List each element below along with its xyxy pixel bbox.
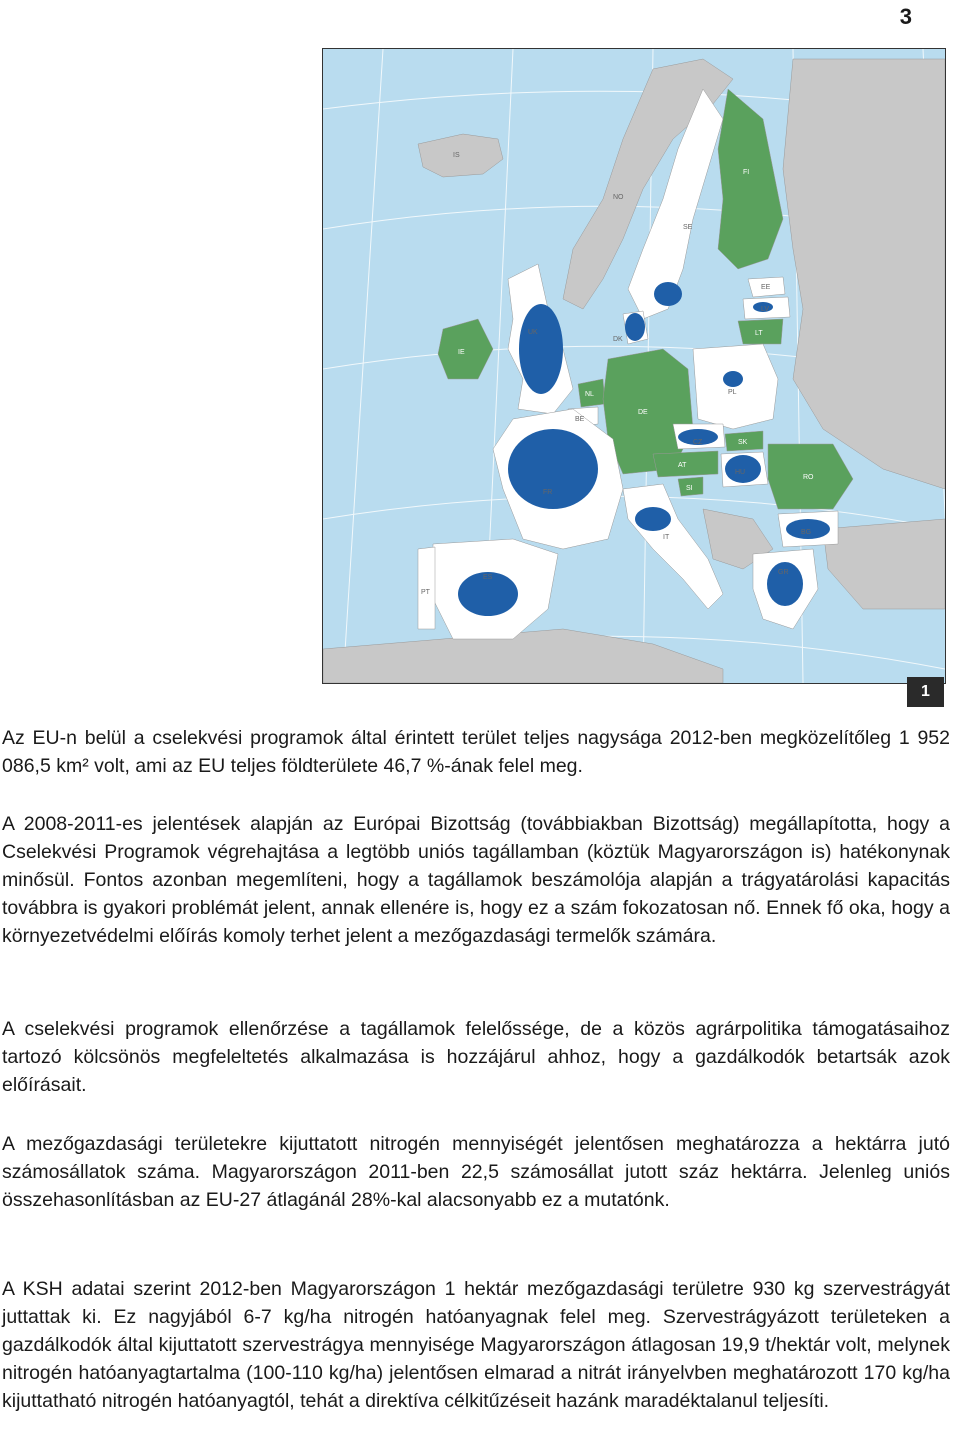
- nvz-poland: [723, 371, 743, 387]
- svg-text:PL: PL: [728, 389, 737, 396]
- nvz-france: [508, 429, 598, 509]
- paragraph-3: A cselekvési programok ellenőrzése a tagállamok felelőssége, de a közös agrárpolitika támogatásaihoz tartozó kölcsönös megfeleltetés alkalmazása is hozzájárul ahhoz, hogy a gazdálkodók betartsák azok előírásait.: [2, 1018, 950, 1096]
- svg-text:IS: IS: [453, 152, 460, 159]
- svg-text:IT: IT: [663, 534, 670, 541]
- paragraph-4: A mezőgazdasági területekre kijuttatott nitrogén mennyiségét jelentősen meghatározza a hektárra jutó számosállatok száma. Magyarországon 2011-ben 22,5 számosállat jutott száz hektárra. Jelenleg uniós összehasonlításban az EU-27 átlagánál 28%-kal alacsonyabb ez a mutatónk.: [2, 1133, 950, 1211]
- svg-text:HU: HU: [735, 469, 746, 476]
- svg-text:BG: BG: [801, 529, 812, 536]
- svg-text:IE: IE: [458, 349, 465, 356]
- svg-text:EE: EE: [761, 284, 771, 291]
- svg-text:DE: DE: [638, 409, 648, 416]
- svg-text:NO: NO: [613, 194, 624, 201]
- svg-text:LT: LT: [755, 330, 763, 337]
- svg-text:ES: ES: [483, 574, 493, 581]
- svg-text:RO: RO: [803, 474, 814, 481]
- svg-text:CZ: CZ: [693, 439, 703, 446]
- svg-text:FI: FI: [743, 169, 750, 176]
- page-number: 3: [899, 4, 912, 29]
- paragraph-1: Az EU-n belül a cselekvési programok által érintett terület teljes nagysága 2012-ben megközelítőleg 1 952 086,5 km² volt, ami az EU teljes földterülete 46,7 %-ának felel meg.: [2, 727, 950, 777]
- nvz-italy: [635, 507, 671, 531]
- portugal-shape: [418, 547, 435, 629]
- nvz-uk: [519, 304, 563, 394]
- svg-text:SK: SK: [738, 439, 748, 446]
- svg-text:NL: NL: [585, 391, 594, 398]
- svg-text:FR: FR: [543, 489, 553, 496]
- eu-nitrate-vulnerable-zones-map: [322, 48, 946, 684]
- paragraph-2: A 2008-2011-es jelentések alapján az Európai Bizottság (továbbiakban Bizottság) megállapította, hogy a Cselekvési Programok végrehajtása a legtöbb uniós tagállamban (köztük Magyarországon is) hatékonynak minősül. Fontos azonban megemlíteni, hogy a tagállamok beszámolója alapján a trágyatárolási kapacitás továbbra is gyakori problémát jelent, annak ellenére is, hogy ez a szám fokozatosan nő. Ennek fő oka, hogy a környezetvédelmi előírás komoly terhet jelent a mezőgazdasági termelők számára.: [2, 813, 950, 947]
- svg-text:PT: PT: [421, 589, 430, 596]
- svg-text:UK: UK: [528, 329, 538, 336]
- figure-number-badge: 1: [907, 677, 944, 707]
- svg-text:BE: BE: [575, 416, 585, 423]
- svg-text:SI: SI: [686, 485, 693, 492]
- svg-text:DK: DK: [613, 336, 623, 343]
- paragraph-5: A KSH adatai szerint 2012-ben Magyarországon 1 hektár mezőgazdasági területre 930 kg szervestrágyát juttattak ki. Ez nagyjából 6-7 kg/ha nitrogén hatóanyagnak felel meg. Szervestrágyázott területeken a gazdálkodók által kijuttatott szervestrágya mennyisége Magyarországon átlagosan 19,9 t/hektár volt, melynek nitrogén hatóanyagtartalma (100-110 kg/ha) jelentősen elmarad a nitrát irányelvben meghatározott 170 kg/ha kijuttatható nitrogén hatóanyagtól, tehát a direktíva célkitűzéseit hazánk maradéktalanul teljesíti.: [2, 1278, 950, 1412]
- nvz-denmark: [625, 313, 645, 341]
- nvz-sweden: [654, 282, 682, 306]
- svg-text:SE: SE: [683, 224, 693, 231]
- svg-text:AT: AT: [678, 462, 687, 469]
- svg-text:GR: GR: [778, 569, 789, 576]
- svg-text:LV: LV: [761, 306, 770, 313]
